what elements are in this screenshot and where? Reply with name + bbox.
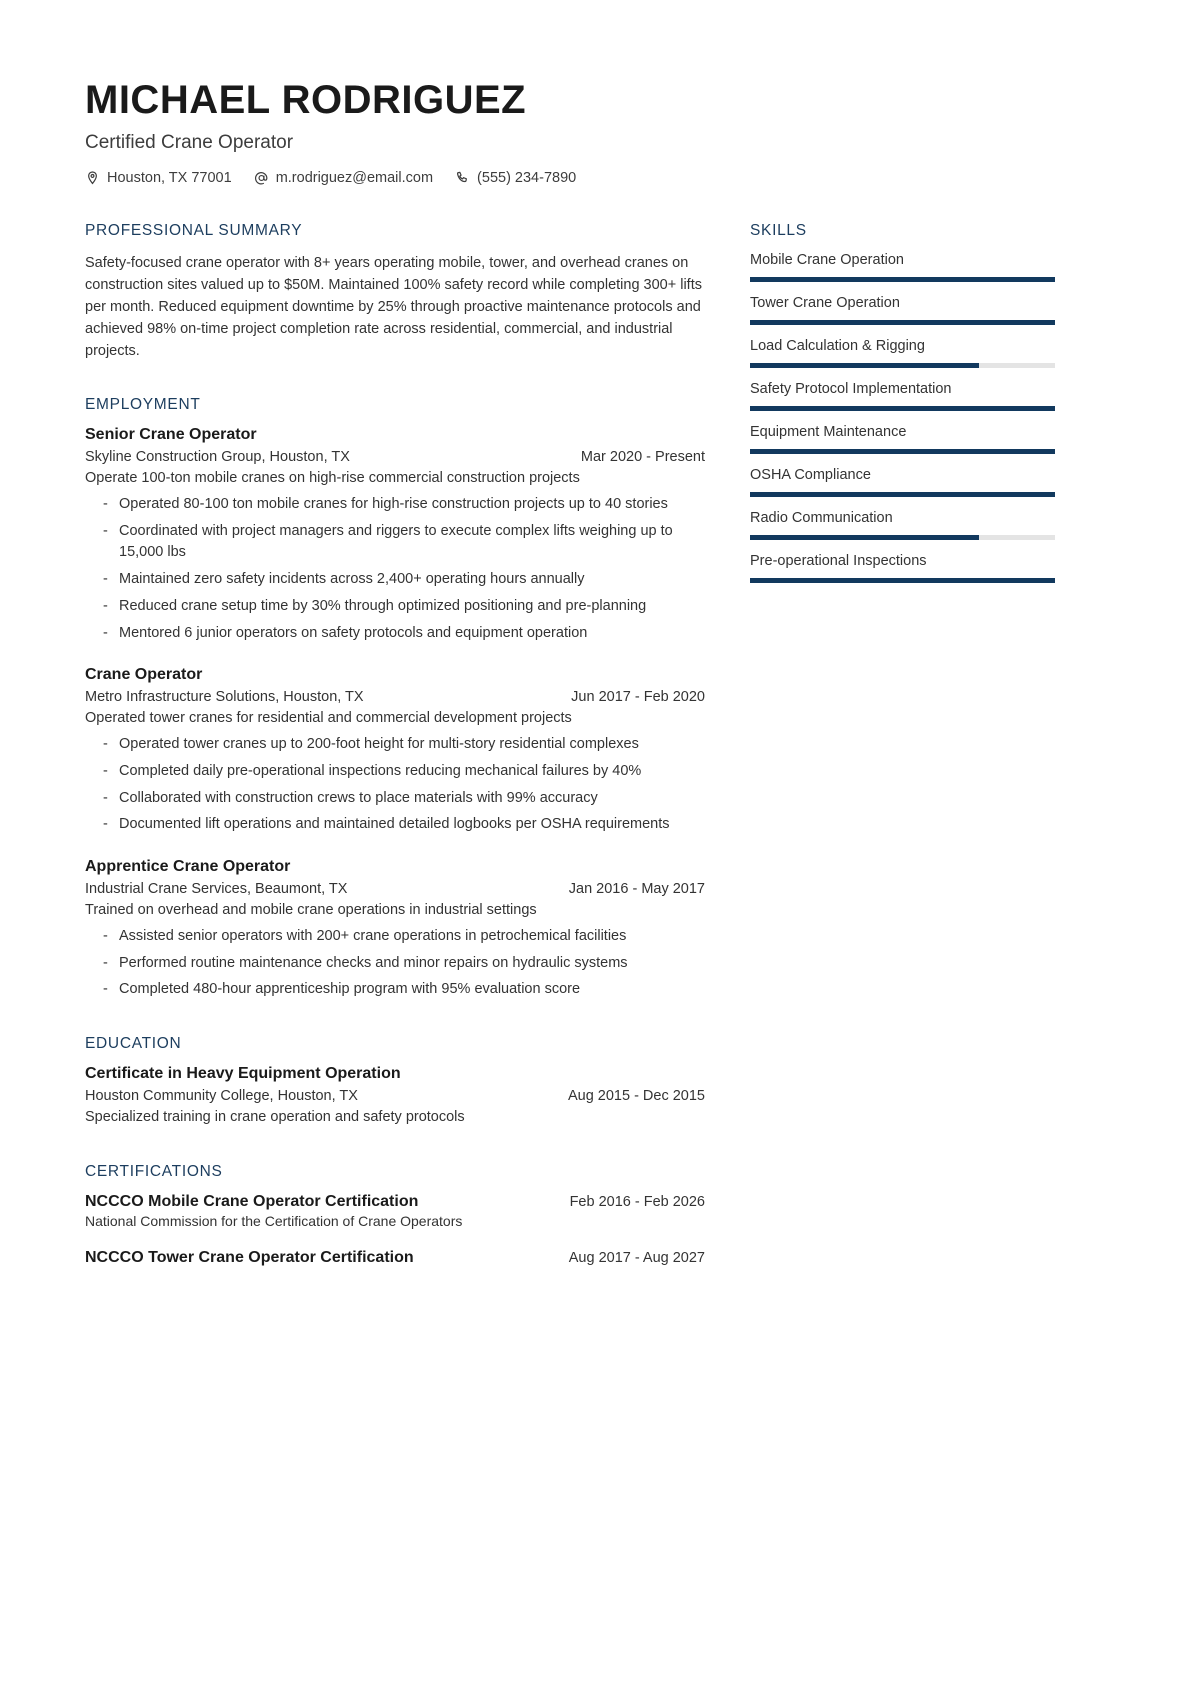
skill-item [750,338,1055,368]
skill-bar [750,578,1055,583]
skill-label: OSHA Compliance [750,467,871,483]
skill-bar-fill [750,449,1055,454]
skill-bar-fill [750,406,1055,411]
contact-phone [455,170,576,186]
skill-item [750,424,1055,454]
skill-bar [750,449,1055,454]
certification-entry [85,1193,705,1229]
section-certifications [85,1163,705,1267]
job-bullets [85,926,705,1001]
phone-icon [455,170,470,186]
contact-email-text: m.rodriguez@email.com [275,170,434,186]
resume-header [85,78,1115,186]
certification-meta [85,1249,705,1267]
skill-label: Equipment Maintenance [750,424,907,440]
summary-text: Safety-focused crane operator with 8+ years operating mobile, tower, and overhead cranes on construction sites valued up to $50M. Maintained 100% safety record while completing 300+ lifts per month. Reduced equipment downtime by 25% through proactive maintenance protocols and achieved 98% on-time project completion rate across residential, commercial, and industrial projects. [85,255,702,360]
skill-label: Load Calculation & Rigging [750,338,925,354]
job-bullets [85,494,705,645]
resume-body [85,222,1115,1301]
job-bullet: - Operated 80-100 ton mobile cranes for high-rise construction projects up to 40 stories [103,494,705,516]
contact-location [85,170,232,186]
job-bullet: - Operated tower cranes up to 200-foot height for multi-story residential complexes [103,734,705,756]
education-entry [85,1065,705,1129]
skill-item [750,295,1055,325]
skill-bar-fill [750,363,979,368]
employment-entry [85,666,705,836]
job-company: Skyline Construction Group, Houston, TX [85,449,350,466]
job-dates: Mar 2020 - Present [580,449,705,466]
skill-bar-fill [750,492,1055,497]
job-bullet: - Maintained zero safety incidents across 2,400+ operating hours annually [103,569,705,591]
skill-item [750,381,1055,411]
contact-email [254,170,433,186]
candidate-name: MICHAEL RODRIGUEZ [85,78,527,122]
job-company: Industrial Crane Services, Beaumont, TX [85,881,348,898]
job-meta [85,689,705,705]
job-bullet: - Assisted senior operators with 200+ crane operations in petrochemical facilities [103,926,705,948]
skill-bar [750,320,1055,325]
certification-meta [85,1193,705,1211]
job-bullet: - Collaborated with construction crews to place materials with 99% accuracy [103,788,705,810]
skill-label: Mobile Crane Operation [750,252,904,268]
summary-heading: PROFESSIONAL SUMMARY [85,222,303,239]
skill-label: Tower Crane Operation [750,295,900,311]
employment-heading: EMPLOYMENT [85,396,201,414]
job-bullet: - Coordinated with project managers and riggers to execute complex lifts weighing up to 15,000 lbs [103,521,705,565]
education-meta [85,1088,705,1104]
job-bullet: - Reduced crane setup time by 30% through optimized positioning and pre-planning [103,596,705,618]
skill-bar [750,406,1055,411]
skill-bar [750,492,1055,497]
skill-bar [750,363,1055,368]
skill-item [750,467,1055,497]
skill-bar [750,277,1055,282]
certification-entry [85,1249,705,1267]
job-bullets [85,734,705,836]
job-company: Metro Infrastructure Solutions, Houston, TX [85,689,364,706]
employment-entry [85,426,705,644]
contact-phone-text: (555) 234-7890 [477,170,577,186]
education-title: Certificate in Heavy Equipment Operation [85,1065,401,1083]
education-heading: EDUCATION [85,1035,182,1053]
job-description: Trained on overhead and mobile crane operations in industrial settings [85,902,537,919]
skill-item [750,553,1055,583]
skill-label: Radio Communication [750,510,893,526]
job-bullet: - Performed routine maintenance checks and minor repairs on hydraulic systems [103,953,705,975]
skill-bar-fill [750,277,1055,282]
job-bullet: - Mentored 6 junior operators on safety protocols and equipment operation [103,623,705,645]
certifications-heading: CERTIFICATIONS [85,1162,223,1180]
side-column [750,222,1055,617]
map-pin-icon [85,170,100,186]
job-description: Operate 100-ton mobile cranes on high-rise commercial construction projects [85,470,580,487]
education-description: Specialized training in crane operation and safety protocols [85,1109,465,1126]
skill-bar-fill [750,535,979,540]
contact-row [85,170,1115,186]
skill-label: Pre-operational Inspections [750,553,927,569]
skill-bar-fill [750,320,1055,325]
job-meta [85,449,705,465]
section-skills [750,222,1055,583]
certification-title: NCCCO Mobile Crane Operator Certification [85,1192,419,1210]
skill-label: Safety Protocol Implementation [750,381,952,397]
education-dates: Aug 2015 - Dec 2015 [567,1088,705,1105]
certification-issuer: National Commission for the Certification of Crane Operators [85,1212,463,1229]
skill-item [750,510,1055,540]
job-bullet: - Completed daily pre-operational inspections reducing mechanical failures by 40% [103,761,705,783]
job-title: Apprentice Crane Operator [85,858,291,876]
at-sign-icon [254,170,269,186]
section-professional-summary [85,222,705,362]
skills-heading: SKILLS [750,222,807,239]
job-title: Senior Crane Operator [85,426,257,444]
main-column [85,222,705,1301]
job-bullet: - Documented lift operations and maintained detailed logbooks per OSHA requirements [103,814,705,836]
job-bullet: - Completed 480-hour apprenticeship program with 95% evaluation score [103,979,705,1001]
job-meta [85,881,705,897]
skill-bar-fill [750,578,1055,583]
certification-dates: Aug 2017 - Aug 2027 [568,1249,705,1266]
job-dates: Jun 2017 - Feb 2020 [571,689,705,706]
job-title: Crane Operator [85,666,203,684]
skill-bar [750,535,1055,540]
education-school: Houston Community College, Houston, TX [85,1088,358,1105]
skill-item [750,252,1055,282]
section-education [85,1035,705,1129]
job-dates: Jan 2016 - May 2017 [568,881,705,898]
contact-location-text: Houston, TX 77001 [107,170,232,186]
certification-dates: Feb 2016 - Feb 2026 [569,1193,705,1210]
employment-entry [85,858,705,1001]
certification-title: NCCCO Tower Crane Operator Certification [85,1248,414,1266]
candidate-job-title: Certified Crane Operator [85,132,294,153]
job-description: Operated tower cranes for residential and commercial development projects [85,710,572,727]
section-employment [85,396,705,1001]
